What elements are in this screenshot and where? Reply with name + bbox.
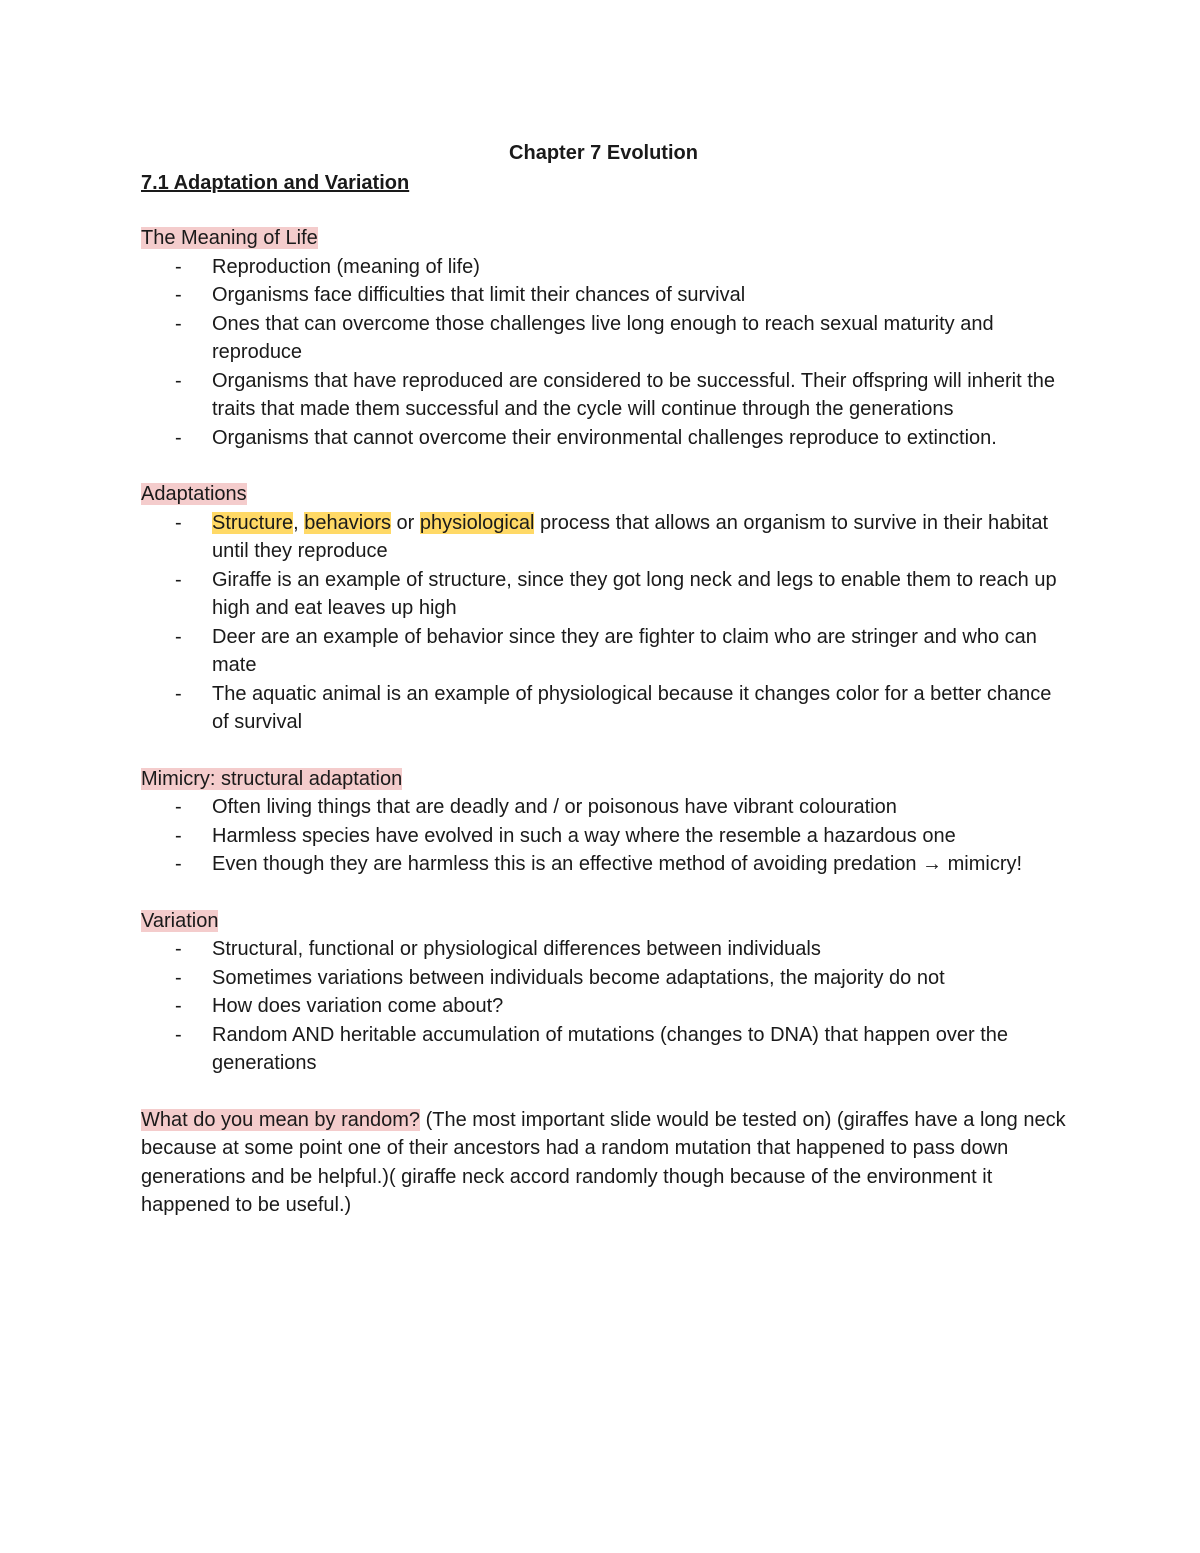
section-variation (141, 907, 1066, 1078)
bullet-list (141, 253, 1066, 453)
bullet-dash: - (175, 568, 182, 591)
bullet-list (141, 509, 1066, 737)
list-item-text: Organisms that cannot overcome their environmental challenges reproduce to extinction. (212, 426, 997, 449)
page-title: Chapter 7 Evolution (509, 142, 698, 164)
bullet-dash: - (175, 312, 182, 335)
list-item (141, 822, 1066, 851)
key-term-highlight: behaviors (304, 511, 391, 534)
heading-highlight: Mimicry: structural adaptation (141, 767, 403, 790)
list-item (141, 310, 1066, 367)
list-item-text: process that allows an organism to survive in their habitat until they reproduce (212, 511, 1049, 562)
list-item (141, 367, 1066, 424)
list-item (141, 253, 1066, 282)
bullet-dash: - (175, 625, 182, 648)
list-item (141, 935, 1066, 964)
list-item (141, 281, 1066, 310)
bullet-dash: - (175, 966, 182, 989)
section-subtitle: 7.1 Adaptation and Variation (141, 172, 410, 194)
list-item-text: Often living things that are deadly and / or poisonous have vibrant colouration (212, 796, 897, 818)
bullet-dash: - (175, 1023, 182, 1046)
section-adaptations (141, 480, 1066, 737)
heading-highlight: Variation (141, 909, 219, 932)
paragraph-text: (The most important slide would be tested on) (giraffes have a long neck because at some point one of their ancestors had a random mutation that happened to pass down generations and be helpful.)( giraffe neck accord randomly though because of the environment it happened to be useful.) (141, 1108, 1066, 1216)
bullet-dash: - (175, 938, 182, 960)
list-item (141, 623, 1066, 680)
list-item-text: Giraffe is an example of structure, since they got long neck and legs to enable them to reach up high and eat leaves up high (212, 568, 1057, 619)
list-item (141, 566, 1066, 623)
list-item (141, 992, 1066, 1021)
list-item-text: Reproduction (meaning of life) (212, 255, 480, 278)
bullet-dash: - (175, 824, 182, 847)
list-item-text: , (293, 511, 305, 534)
list-item-text: Structural, functional or physiological differences between individuals (212, 938, 821, 960)
document-page (141, 138, 1066, 1248)
list-item-text: How does variation come about? (212, 995, 504, 1017)
section-heading (141, 480, 1066, 509)
section-mimicry (141, 765, 1066, 879)
list-item-text: Organisms face difficulties that limit their chances of survival (212, 284, 746, 306)
list-item (141, 509, 1066, 566)
bullet-dash: - (175, 796, 182, 818)
section-heading (141, 224, 1066, 253)
list-item (141, 793, 1066, 822)
bullet-list (141, 935, 1066, 1078)
key-term-highlight: Structure (212, 511, 294, 534)
bullet-list (141, 793, 1066, 879)
list-item-text: Even though they are harmless this is an effective method of avoiding predation → mimicry! (212, 853, 1023, 875)
bullet-dash: - (175, 426, 182, 449)
section-random (141, 1106, 1066, 1220)
list-item (141, 680, 1066, 737)
bullet-dash: - (175, 682, 182, 705)
heading-highlight: What do you mean by random? (141, 1108, 421, 1131)
heading-highlight: The Meaning of Life (141, 227, 318, 249)
list-item-text: The aquatic animal is an example of physiological because it changes color for a better chance of survival (212, 682, 1052, 733)
list-item-text: Random AND heritable accumulation of mutations (changes to DNA) that happen over the generations (212, 1023, 1008, 1074)
bullet-dash: - (175, 255, 182, 278)
key-term-highlight: physiological (419, 511, 535, 534)
paragraph (141, 1106, 1066, 1220)
heading-highlight: Adaptations (141, 483, 247, 505)
section-heading (141, 907, 1066, 936)
bullet-dash: - (175, 284, 182, 306)
list-item-text: Ones that can overcome those challenges live long enough to reach sexual maturity and reproduce (212, 312, 994, 363)
list-item (141, 1021, 1066, 1078)
list-item (141, 964, 1066, 993)
section-heading (141, 765, 1066, 794)
list-item (141, 424, 1066, 453)
bullet-dash: - (175, 511, 182, 534)
bullet-dash: - (175, 369, 182, 392)
list-item-text: Sometimes variations between individuals become adaptations, the majority do not (212, 966, 945, 989)
list-item-text: or (391, 511, 420, 534)
list-item-text: Harmless species have evolved in such a way where the resemble a hazardous one (212, 824, 956, 847)
bullet-dash: - (175, 995, 182, 1017)
list-item-text: Deer are an example of behavior since they are fighter to claim who are stringer and who can mate (212, 625, 1037, 676)
list-item-text: Organisms that have reproduced are considered to be successful. Their offspring will inherit the traits that made them successful and the cycle will continue through the generations (212, 369, 1056, 420)
section-meaning-of-life (141, 224, 1066, 452)
bullet-dash: - (175, 853, 182, 875)
list-item (141, 850, 1066, 879)
